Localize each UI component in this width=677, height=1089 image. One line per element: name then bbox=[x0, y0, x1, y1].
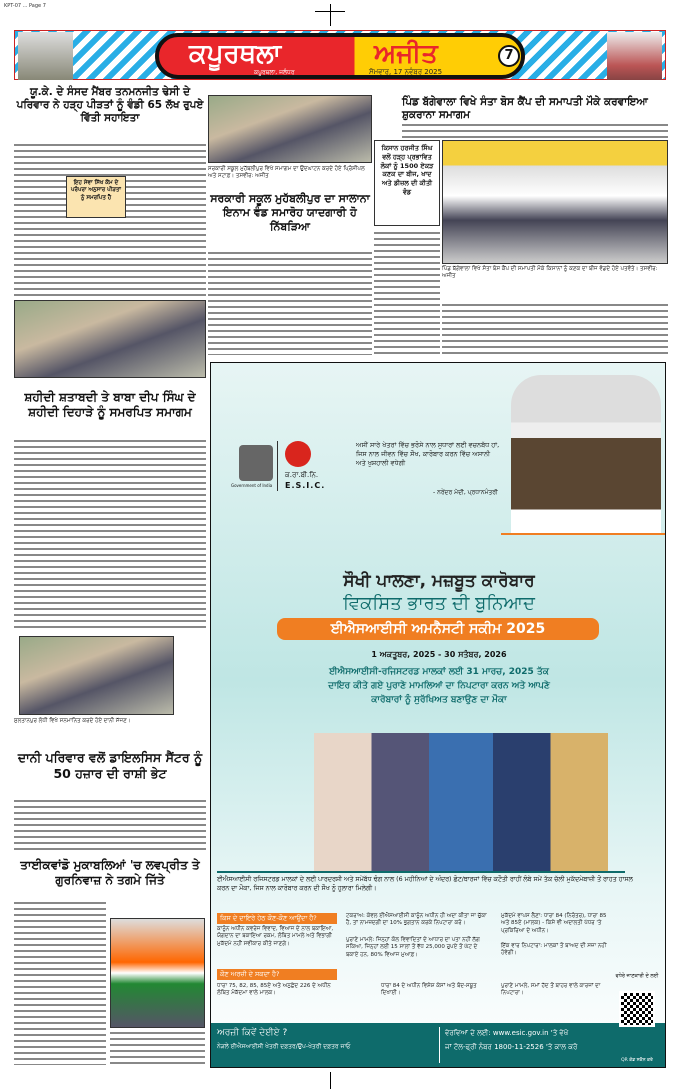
left-story1-headline: ਯੂ.ਕੇ. ਦੇ ਸੰਸਦ ਮੈਂਬਰ ਤਨਮਨਜੀਤ ਢੇਸੀ ਦੇ ਪਰਿਵਾਰ ਨੇ ਹੜ੍ਹ ਪੀੜਤਾਂ ਨੂੰ ਵੰਡੀ 65 ਲੱਖ ਰੁਪਏ ਵਿੱਤੀ ਸਹਾਇਤਾ bbox=[14, 86, 206, 125]
esic-advertisement bbox=[210, 362, 666, 1068]
left-story1-pullquote: ਇਹ ਸੇਵਾ ਸਿੱਖ ਕੌਮ ਦੇ ਪਰੰਪਰਾ ਅਨੁਸਾਰ ਪੀੜਤਾਂ ਨੂੰ ਸਮਰਪਿਤ ਹੈ bbox=[66, 176, 126, 218]
left-story4-photo bbox=[110, 918, 205, 1028]
issue-date: ਸੋਮਵਾਰ, 17 ਨਵੰਬਰ 2025 bbox=[369, 68, 443, 76]
who-text: ਕਾਨੂੰਨ ਅਧੀਨ ਕਵਰੇਜ ਵਿਵਾਦ, ਵਿਆਜ ਦੇ ਨਾਲ ਬਕਾਇਆ, ਯੋਗਦਾਨ ਦਾ ਬਕਾਇਆ ਰਕਮ, ਲੰਬਿਤ ਮਾਮਲੇ ਅਤੇ ਵਿਭਾਗੀ ਮੁਕੱਦਮੇ ਨਹੀਂ ਸਵੀਕਾਰ ਕੀਤੇ ਜਾਣਗੇ। bbox=[217, 926, 334, 947]
divider bbox=[217, 871, 625, 873]
pm-photo bbox=[511, 375, 661, 533]
crop-mark bbox=[330, 4, 331, 26]
page-number: 7 bbox=[498, 45, 520, 67]
scheme-dates: 1 ਅਕਤੂਬਰ, 2025 - 30 ਸਤੰਬਰ, 2026 bbox=[371, 650, 507, 659]
left-story3-headline: ਦਾਨੀ ਪਰਿਵਾਰ ਵਲੋਂ ਡਾਇਲਸਿਸ ਸੈਂਟਰ ਨੂੰ 50 ਹਜ਼ਾਰ ਦੀ ਰਾਸ਼ੀ ਭੇਟ bbox=[14, 750, 206, 781]
website-info: ਵੇਰਵਿਆਂ ਦੇ ਲਈ: www.esic.gov.in 'ਤੇ ਵੇਖੋ bbox=[445, 1029, 569, 1037]
apply-heading: ਅਰਜ਼ੀ ਕਿਵੇਂ ਦੇਈਏ ? bbox=[217, 1028, 288, 1038]
india-emblem-icon bbox=[239, 445, 273, 481]
right-text-3: ਪੁਰਾਣੇ ਮਾਮਲੇ, ਸਮਾਂ ਹੱਦ ਤੋਂ ਬਾਹਰ ਵਾਲੇ ਕਾਰਜਾਂ ਦਾ ਨਿਪਟਾਰਾ। bbox=[501, 983, 601, 997]
scheme-banner: ਈਐਸਆਈਸੀ ਅਮਨੈਸਟੀ ਸਕੀਮ 2025 bbox=[277, 618, 599, 640]
middle-caption: ਸਰਕਾਰੀ ਸਕੂਲ ਮੁਹੱਬਲੀਪੁਰ ਵਿਖੇ ਸਮਾਗਮ ਦਾ ਉਦਘਾਟਨ ਕਰਦੇ ਹੋਏ ਪ੍ਰਿੰਸੀਪਲ ਅਤੇ ਸਟਾਫ਼। ਤਸਵੀਰ: ਅਜੀਤ bbox=[208, 166, 372, 180]
divider bbox=[439, 1027, 440, 1063]
crop-mark bbox=[315, 11, 345, 12]
left-story3-caption: ਸੁਲਤਾਨਪੁਰ ਲੋਧੀ ਵਿਖੇ ਸਨਮਾਨਿਤ ਕਰਦੇ ਹੋਏ ਦਾਨੀ ਸੱਜਣ। bbox=[14, 718, 206, 725]
right-photo bbox=[442, 140, 668, 264]
pm-quote-author: - ਨਰੇਂਦਰ ਮੋਦੀ, ਪ੍ਰਧਾਨਮੰਤਰੀ bbox=[433, 489, 498, 496]
ad-footer bbox=[211, 1023, 666, 1068]
masthead bbox=[14, 30, 666, 80]
masthead-photo-left bbox=[18, 32, 73, 80]
ad-headline-1: ਸੌਖੀ ਪਾਲਣਾ, ਮਜ਼ਬੂਤ ਕਾਰੋਬਾਰ bbox=[343, 571, 535, 591]
edition-place: ਕਪੂਰਥਲਾ, ਜਲੰਧਰ bbox=[254, 69, 295, 76]
right-text-1: ਮੁਕੱਦਮੇ ਵਾਪਸ ਲੈਣਾ: ਧਾਰਾ 84 (ਨਿਰੰਤਰ), ਧਾਰਾ 85 ਅਤੇ 85ਏ (ਮਾਲਕ) - ਕਿਸੇ ਵੀ ਅਦਾਲਤੀ ਪੱਧਰ 'ਤੇ ਪ੍ਰਕਿਰਿਆ ਦੇ ਅਧੀਨ। bbox=[501, 913, 607, 934]
left-story4-caption bbox=[110, 1030, 205, 1065]
esic-name-en: E.S.I.C. bbox=[285, 481, 326, 490]
how-heading: ਕੌਣ ਅਰਜ਼ੀ ਦੇ ਸਕਦਾ ਹੈ? bbox=[217, 969, 337, 980]
crop-mark bbox=[330, 1072, 331, 1089]
gov-label: Government of India bbox=[231, 483, 273, 488]
left-story3-body bbox=[14, 798, 206, 850]
right-headline: ਪਿੰਡ ਬੱਗੇਵਾਲਾ ਵਿਖੇ ਸੰਤਾ ਬੋਸ ਕੈਂਪ ਦੀ ਸਮਾਪਤੀ ਮੌਕੇ ਕਰਵਾਇਆ ਸ਼ੁਕਰਾਨਾ ਸਮਾਗਮ bbox=[402, 96, 668, 122]
business-people-photo bbox=[301, 733, 621, 871]
middle-headline: ਸਰਕਾਰੀ ਸਕੂਲ ਮੁਹੱਬਲੀਪੁਰ ਦਾ ਸਾਲਾਨਾ ਇਨਾਮ ਵੰਡ ਸਮਾਰੋਹ ਯਾਦਗਾਰੀ ਹੋ ਨਿੱਬੜਿਆ bbox=[208, 192, 372, 233]
offer-line-2: ਦਾਇਰ ਕੀਤੇ ਗਏ ਪੁਰਾਣੇ ਮਾਮਲਿਆਂ ਦਾ ਨਿਪਟਾਰਾ ਕਰਨ ਅਤੇ ਆਪਣੇ bbox=[328, 681, 550, 691]
middle-photo bbox=[208, 95, 372, 163]
esic-name-pa: ਕ.ਰਾ.ਬੀ.ਨਿ. bbox=[285, 471, 319, 479]
brand-name-right: ਅਜੀਤ bbox=[374, 39, 438, 69]
accent-line bbox=[501, 533, 666, 535]
scheme-summary: ਈਐਸਆਈਸੀ ਰਜਿਸਟਰਡ ਮਾਲਕਾਂ ਦੇ ਲਈ ਪਾਰਦਰਸ਼ੀ ਅਤੇ ਸਮੇਂਬੱਧ ਢੰਗ ਨਾਲ (6 ਮਹੀਨਿਆਂ ਦੇ ਅੰਦਰ) ਛੋਟ/ਥਾਰਜਾਂ ਵਿੱਚ ਕਟੌਤੀ ਰਾਹੀਂ ਲੰਬੇ ਸਮੇਂ ਤੱਕ ਚੱਲੀ ਮੁਕੱਦਮੇਬਾਜ਼ੀ ਤੋਂ ਰਾਹਤ ਹਾਸਲ ਕਰਨ ਦਾ ਮੌਕਾ, ਜਿਸ ਨਾਲ ਕਾਰੋਬਾਰ ਕਰਨ ਦੀ ਸੌਖ ਨੂੰ ਹੁਲਾਰਾ ਮਿਲੇਗੀ। bbox=[217, 876, 633, 893]
print-slug: KPT-07 ... Page 7 bbox=[4, 3, 46, 9]
mid-text-2: ਪੁਰਾਣੇ ਮਾਮਲੇ: ਜਿਨ੍ਹਾਂ ਕੋਲ ਵਿਵਾਦਿਤਾਂ ਦੇ ਆਧਾਰ ਦਾ ਪਤਾ ਨਹੀਂ ਲੱਗ ਸਕਿਆ, ਜਿਨ੍ਹਾਂ ਲਈ 15 ਸਾਲਾਂ ਤੋਂ ਵੱਧ 25,000 ਰੁਪਏ ਤੋਂ ਘੱਟ ਦੇ ਬਕਾਏ ਹਨ, 80% ਵਿਆਜ ਮੁਆਫ਼। bbox=[346, 937, 480, 958]
offer-line-1: ਈਐਸਆਈਸੀ-ਰਜਿਸਟਰਡ ਮਾਲਕਾਂ ਲਈ 31 ਮਾਰਚ, 2025 ਤੱਕ bbox=[329, 667, 549, 677]
mid-text-3: ਧਾਰਾ 84 ਦੇ ਅਧੀਨ ਵਿਸ਼ੇਸ਼ ਕੇਸਾਂ ਅਤੇ ਬੰਦ-ਸਬੂਤ ਦਿਖਾਈ। bbox=[381, 983, 477, 997]
right-box-continuation bbox=[374, 230, 440, 356]
right-highlight-box: ਕਿਸਾਨ ਹਰਜੀਤ ਸਿੰਘ ਵਲੋਂ ਹੜ੍ਹ ਪ੍ਰਭਾਵਿਤ ਲੋਕਾਂ ਨੂੰ 1500 ਏਕੜ ਕਣਕ ਦਾ ਬੀਜ, ਖਾਦ ਅਤੇ ਡੀਜ਼ਲ ਦੀ ਕੀਤੀ ਵੰਡ bbox=[374, 140, 440, 226]
left-story1-body bbox=[14, 142, 206, 296]
right-body-top bbox=[402, 122, 668, 138]
who-heading: ਕਿਸ ਦੇ ਦਾਇਰੇ ਹੇਠ ਕੌਣ-ਕੌਣ ਆਉਂਦਾ ਹੈ? bbox=[217, 913, 337, 924]
masthead-photo-right bbox=[607, 32, 662, 80]
left-story4-body bbox=[14, 900, 106, 1065]
right-caption: ਪਿੰਡ ਬੱਗੇਵਾਲਾ ਵਿਖੇ ਸੰਤਾ ਬੋਸ ਕੈਂਪ ਦੀ ਸਮਾਪਤੀ ਮੌਕੇ ਕਿਸਾਨਾਂ ਨੂੰ ਕਣਕ ਦਾ ਬੀਜ ਵੰਡਦੇ ਹੋਏ ਪਤਵੰਤੇ। ਤਸਵੀਰ: ਅਜੀਤ bbox=[442, 266, 668, 280]
qr-label: ਵਧੇਰੇ ਜਾਣਕਾਰੀ ਦੇ ਲਈ bbox=[615, 973, 659, 979]
brand-name-left: ਕਪੂਰਥਲਾ bbox=[189, 39, 282, 69]
left-story3-photo bbox=[19, 636, 174, 715]
right-text-2: ਇੱਕ ਵਾਰ ਨਿਪਟਾਰਾ: ਮਾਲਕਾਂ ਤੋਂ ਬਾਅਦ ਦੀ ਸਜ਼ਾ ਨਹੀਂ ਹੋਵੇਗੀ। bbox=[501, 943, 607, 957]
masthead-logo bbox=[155, 33, 525, 79]
mid-text-1: ਟਕਰਾਅ: ਕੇਵਲ ਈਐਸਆਈਸੀ ਕਾਨੂੰਨ ਅਧੀਨ ਹੀ ਅਦਾ ਕੀਤਾ ਜਾ ਚੁੱਕਾ ਹੈ, ਤਾਂ ਨਾਮਜ਼ਦਗੀ ਦਾ 10% ਭੁਗਤਾਨ ਕਰਕੇ ਨਿਪਟਾਰਾ ਕਰੋ। bbox=[346, 913, 487, 927]
tollfree-info: ਜਾਂ ਟੋਲ-ਫ੍ਰੀ ਨੰਬਰ 1800-11-2526 'ਤੇ ਕਾਲ ਕਰੋ bbox=[445, 1043, 578, 1051]
apply-text: ਨੇੜਲੇ ਈਐਸਆਈਸੀ ਖੇਤਰੀ ਦਫ਼ਤਰ/ਉਪ-ਖੇਤਰੀ ਦਫ਼ਤਰ ਜਾਓ bbox=[217, 1043, 351, 1050]
left-story1-photo bbox=[14, 300, 206, 378]
divider bbox=[277, 441, 278, 491]
left-story2-body bbox=[14, 438, 206, 630]
ad-headline-2: ਵਿਕਸਿਤ ਭਾਰਤ ਦੀ ਬੁਨਿਆਦ bbox=[343, 593, 535, 614]
offer-line-3: ਕਾਰੋਬਾਰਾਂ ਨੂੰ ਸੁਰੱਖਿਅਤ ਬਣਾਉਣ ਦਾ ਮੌਕਾ bbox=[371, 695, 507, 705]
qr-caption: QR ਕੋਡ ਸਕੈਨ ਕਰੋ bbox=[621, 1058, 653, 1063]
qr-code-icon[interactable] bbox=[619, 991, 655, 1027]
middle-body bbox=[208, 250, 372, 355]
pm-quote: ਅਸੀਂ ਸਾਰੇ ਖੇਤਰਾਂ ਵਿੱਚ ਭਰੋਸੇ ਨਾਲ ਸੁਧਾਰਾਂ ਲਈ ਵਚਨਬੱਧ ਹਾਂ, ਜਿਸ ਨਾਲ ਜੀਵਨ ਵਿੱਚ ਸੌਖ, ਕਾਰੋਬਾਰ ਕਰਨ ਵਿੱਚ ਅਸਾਨੀ ਅਤੇ ਖੁਸ਼ਹਾਲੀ ਵਧੇਗੀ bbox=[356, 441, 500, 468]
how-text: ਧਾਰਾ 75, 82, 85, 85ਏ ਅਤੇ ਅਨੁਛੇਦ 226 ਦੇ ਅਧੀਨ ਲੰਬਿਤ ਮੋਕੱਦਮਾ ਵਾਲੇ ਮਾਲਕ। bbox=[217, 983, 331, 997]
esic-logo-icon bbox=[285, 441, 311, 467]
left-story4-headline: ਤਾਈਕਵਾਂਡੋ ਮੁਕਾਬਲਿਆਂ 'ਚ ਲਵਪ੍ਰੀਤ ਤੇ ਗੁਰਨਿਵਾਜ਼ ਨੇ ਤਗਮੇ ਜਿੱਤੇ bbox=[14, 858, 206, 888]
left-story2-headline: ਸ਼ਹੀਦੀ ਸ਼ਤਾਬਦੀ ਤੇ ਬਾਬਾ ਦੀਪ ਸਿੰਘ ਦੇ ਸ਼ਹੀਦੀ ਦਿਹਾੜੇ ਨੂੰ ਸਮਰਪਿਤ ਸਮਾਗਮ bbox=[14, 390, 206, 420]
right-body bbox=[442, 302, 668, 356]
